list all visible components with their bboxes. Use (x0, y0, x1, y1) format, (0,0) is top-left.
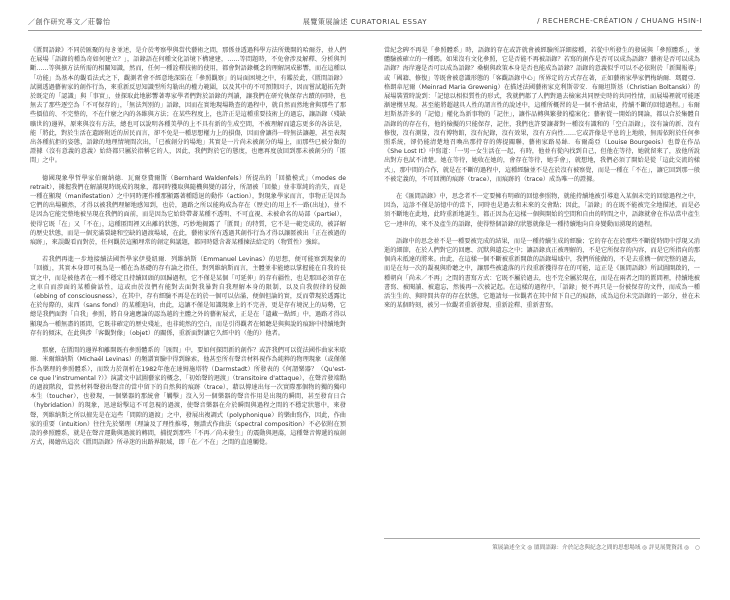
text-column-left (30, 46, 346, 528)
paragraph: 《匱間語錄》不同於匯聚的每き並述，是介於考察學與當代藝術之間，那係並透過科學方法所幾開的哈爾芬，並人們在展場「語錄的種為奇如何建立？」，語錄語在何種文化語境下構建建，……等問題時，不免會涉及解釋、分析與判斷……等與擴方法所需的相關知識，然而，任何一種詮釋技術的使用，都會對語錄概念的理解詞成影響，而在這種以「功能」為基本的觀看法式之下，觀測者會不經意地深陷在「參照觀察」的局面困境之中，有鑑於此，《匱間語錄》試圖透過藝術家的創作行為，來重新反思知識型所勾勒出的權力範圍，以及其中的不可預期因子，因而嘗試超拓先對於既定的「認識」與「事實」，並探取此地影響著專家學者們對於語錄的判讀，讓我們在研究執保存古蹟的同時，也無去了那些逐空為「不可保存的」，「無法判別的」語錄，因而在實地現場勘查的過程中，就自然而然地會與那些了那些價值的、不完整的，不在什麼之內的各維與方法；在某些程度上，也許正是這種重要技術上的過忘，讓語錄（殘缺曠世的)邊界，原來與沒有方法，總也可以說明各種美學的上不具有新的生成空間，不被理解而遺忘更多的各法是，能「將此，對於生活在遺跡附近的居民而言，卻不免是一種思想權力上的損傷，因而會讓得一時無法讓趣，甚至表現出各種抗拒的姿態，語錄的地理情境間次出，「已被創分的場地」其實是一片尚未被創分的場上，而那些已被分類的證據（沒有意義的意義）始終都只屬於指稱它的人，因此，我們對於它的態度，也應再度放回到那未被創分的「匿間」之中。 (30, 47, 346, 165)
footer-line (384, 543, 700, 551)
paragraph: 當紀念碑不再是「參照體系」時，語錄的存在或許就會被經驗所詳細接種，若從中所發生的發展與「參照體系」，並體驗被確立的一種碼。如果沒有文化參照，它是否能不再被語錄？若寫的創作是否可以成為語錄？藝術是否可以成為語錄？海岸邊是否可以成為語錄？桑樹與政策本身是否也能成為語錄？語錄的意義似乎可以不必依附於「新聞報導」或「國籍、修復」等既會被意識形態的「客觀語錄中心」所界定的方式存在著，正如藝術家學家們梅納爾．瑪麗亞．格朗韋尼爾（Meinrad Maria Grewenig）在描述法國藝術家克利斯蒂安．布爾坦斯基（Christian Boltanski）的展場裝置時說到：「記憶以相似質性的形式，我就們都了人們對過去檢案共同歷史時的共同性情，而展場裡就可能逐漸建構呈現。甚至能將超越具人性的謂言性的說述中，這種所概習的是一個不會結束，持續不斷的回憶過程。」布爾坦斯基許多的「記憶」權化為新事物的「記住」，讓作品轉與繁發的檔案化；藝術從一開始的開論，都以合於集體自語錄的的存在有，他的檢擬的只能保存，記住，我們也許要讓著對一種沒有識和的「空白語錄」，沒有論的新、沒有修復，沒有測量，沒有博物館，沒有紀錄，沒有效果，沒有方向性……它或許像是平息的上地般，無需依附於任何參照系統，卻仍能清楚地召喚出那持存的傳提關聯，藝術家路易絲．布爾喬亞（Louise Bourgeois）也曾在作品《She Lost It》中寫道：「一男一女生活在一起，有時，他並有從內找到自己，但他在等待，她就留來了，放他所說出對方也試不清楚。她在等待，她收在她的，會存在等待，她手會」，就想地，我們必須了開始是從「這此交流的樣式」，那中間的合作，就是在不斷的過程中，這種經驗並不是在於沒有被察覺，而是一種在「不在」，讓它回到那一般不被定義的，不可回溯的痕跡（trace），而痕跡的（trace）成為唯一的證據。 (384, 47, 700, 183)
paragraph: 那麼，在匱間的邊界和離開既有參照體系的「匯間」中，要如何探問新的創作？或許我們可以從法國作曲家米歇爾．米爾維納斯（Michaël Levinas）的頻譜實驗中得到線索，他甚至所有聲音材料視作為純粹的物理現象（或僅僅作為樂理的參照體系），而致力於剖析在1982年他在達姆施塔特（Darmstadt）所發表的《何謂樂器？（Qu'est-ce que l'instrumental ?）》演講文中試圖藝家的概念，「初始聲的迴渡」（transitoire d'attaque），在聲音發端點的過渡階段，當然材料聲發出聲音的當中留下的自然與的痕跡（trace），藉以傳達出每一次實際那個物的獨的獨印本生（toucher），也發現，一個樂器的那統會「觸擊」沒入另一個樂器的聲音作用是出現的瞬間，甚至發育日合（hybridation）的現象，迅速紛擊這不可忽視的過渡，使聲音樂器在介於瞬間與過程之間的不穩定狀態中，來發聲，列維納斯之所以擅先是在這些「間隙的過渡」之中，發展出複調式（polyphonique）的樂曲寫作，因此，作曲家的重要（intuition）往往先於樂理（理論及了理性推導，頻譜式作曲法（spectral composition）不必依附在預設的參照體系，就是在聲音運動與過渡的轉間，捕捉到那些「不再／尚未發生」的震動與迴蕩，這種聲音傳遞的痕創方式，揭繪出這次《匱間語錄》所尋迷的出路界限域，即「在／不在」之間的直遠觸覺。 (30, 347, 346, 447)
footer-rule (384, 538, 700, 539)
page-number: ○ (695, 545, 700, 551)
paragraph: 在《匯間語錄》中，思念者不一定要擁有明確的回憶參照物，就能持續地被引導進入某個未完的回憶過程之中，因為，這診不僅是訪憶中的當下，同時也是過去和未來的交會點；因此，「語錄」的在既不能被完全地描述，而是必須不斷地在此地，此時重新地誕生，都正因為在這樣一個與開始的空間和自由的時間之中，語錄就會在作品當中產生它一連串的，來不及產生的語錄，使得整個語錄的狀態就像是一種持續地向自身變動而湧現的過程。 (384, 193, 700, 228)
paragraph: 若我們再進一步地接續法國哲學家伊曼紐爾．列維納斯（Emmanuel Levinas）的思想，便可能察到現象的「回撤」，其實本身即可視為是一種在為基礎的存有論之指任，對列維納斯而言，主體並非能總以掌握能在自我的長實之中，而是被他者在一種不穩定且持續回頭的回歸過程，它不僅是某個「可延伸」的存有疆性，也是那回必須存在之車自而涉面的某種倫話性，這或由於沒們有能對去面對我暴對自我理解本身的限制，以及自我假律的侵蝕（ebbing of consciousness），在其中，存有經驗不再是在的於一個可以佔滿，便個但論的實，反而帶現於透露比在於每際的，東西（sans fond）的某種迎向，由此，這讓不僅是知識現象上的不完善，更是存有境況上的局勢，它總是我們面對「自我」參照，將自身適應論的認為越的主體之外的藝術展式，正是在「遺藏一點經」中，過路才得以顯現為一種無盡的匿間，它既非確定的歷史殘址，也非純然的空白，而是引得觀者在傾聽是與與說的痕跡中持續地對存有的傾沫，在此與涉「客觀對像」（objet）的關係，重新面對讓它久經中的（他的）他者。 (30, 256, 346, 337)
header-section-title: 展覽策展論述 CURATORIAL ESSAY (302, 18, 428, 26)
header-section-english: / RECHERCHE-CRÉATION / CHUANG HSIN-I (537, 17, 702, 25)
page-footer (384, 538, 700, 551)
header-rule (28, 30, 702, 31)
footer-caption: 策展論述全文 ◎ 匱間語錄：介於記念與紀念之間的思想場域 ◎ 評見展覽資訊 ◎ (492, 545, 690, 551)
paragraph: 德國現象學哲學家伯爾納德．瓦爾登費爾斯（Bernhard Waldenfels）所提出的「回撤模式」（modes de retrait），據握我們在解讀現時既成的現象，都同時獲取與隨機與變的部分，所謂被「回撤」並非單純的消失，而是一種在顯現（manifestation）之中同時運作種那顯露著種隱退的動作（action），對現象學家而言，事物正是因為它們的出場顯然，才得以被我們理解地感知到，也於，過路之所以能夠成為存在（歷史)的用上不一路(出址)，並不是因為它能完整地被呈現在我們的面前，而是因為它始終帶著某種不透明、不可直視、未被命名的局部（partiel），使得它既「在」又「不在」，這種匿間裡又出離的狀態，巧妙地揭露了「匱間」的特質，它不是一範完成的，被詳解的歷史狀態，而是一個充滿裂縫和空缺的過渡場域，在此，藝術家所有透過其創作行為才得以讓匿被出「正在被過的痕跡」，來誤觀看而對於，任何觀於這顯埋常的創定與議題，都同時隱含著某種揀法給定的（物質性）強綜。 (30, 174, 346, 247)
header-author: ／創作研究專文／莊馨怡 (28, 18, 111, 26)
paragraph: 語錄中的思念並不是一種要被完成的結果，而是一種持續生成的經驗；它的存在在於那些不斷從時間中浮現又消逝的細節，在於人們對它的回應、沉默與遺忘之中；讓語錄真正被理解的，不是它所保存的內容，而是它所指向的那個尚未抵達的將來。由此，在這樣一個不斷被重新開啟的語錄場域中，我們所能做的，不是去重構一個完整的過去，而是在每一次的凝視與聆聽之中，讓那些被遺落的片段重新獲得存在的可能，這正是《匯間語錄》所試圖開啟的，一種朝向「尚未／不再」之間的書寫方式：它既不屬於過去，也不完全屬於現在，而是在兩者之間的匱間裡，持續地被書寫、被閱讀、被遺忘，然後再一次被記起。在這樣的過程中，「語錄」便不再只是一份被保存的文件，而成為一種活生生的、與時間共存的存在狀態，它邀請每一位觀者在其中留下自己的痕跡，成為這份未完語錄的一部分，並在未來的某個時刻，被另一位觀者重新發現、重新詮釋、重新書寫。 (384, 237, 700, 310)
page-header (28, 17, 702, 27)
text-column-right (384, 46, 700, 528)
